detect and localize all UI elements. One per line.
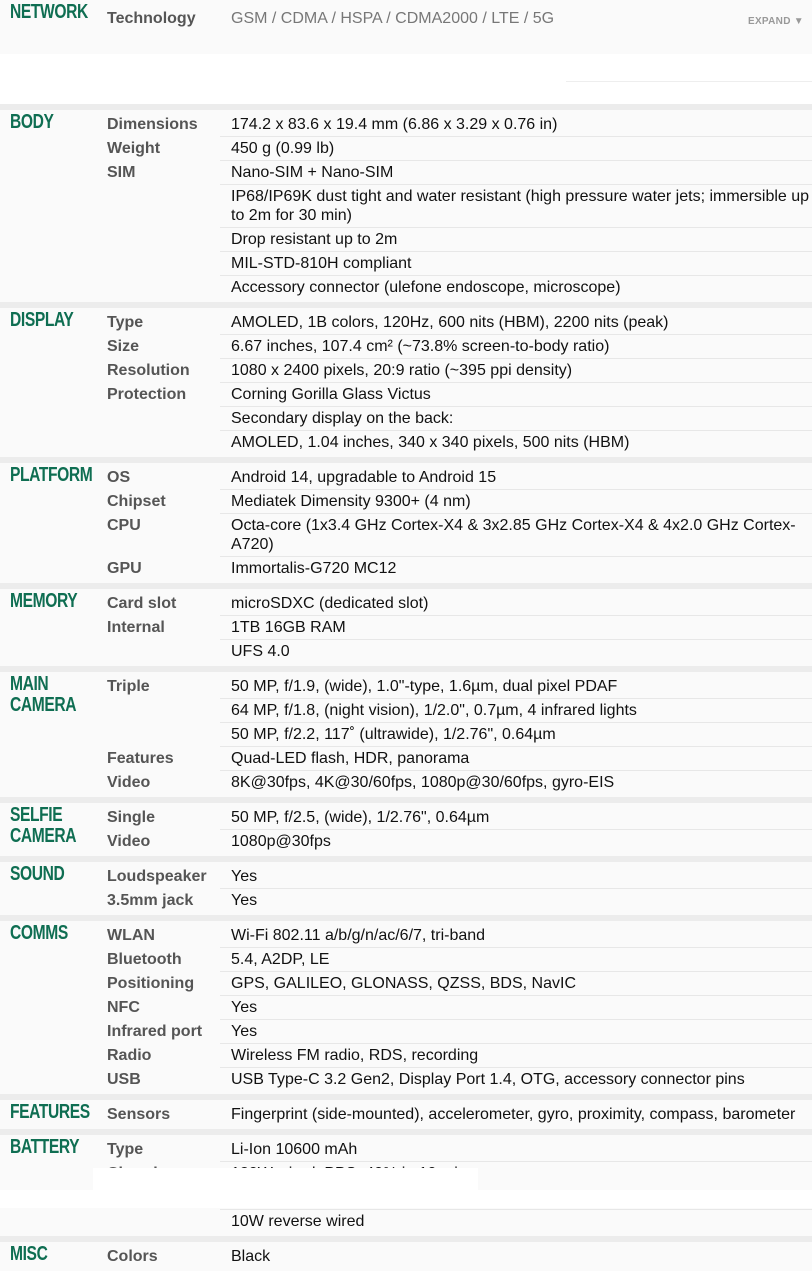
spec-label[interactable]: Video	[107, 774, 151, 791]
spec-value: Yes	[231, 892, 258, 909]
spec-row	[0, 723, 812, 747]
spec-value: Yes	[220, 996, 812, 1020]
spec-label[interactable]: NFC	[107, 999, 140, 1016]
section-body	[0, 110, 812, 302]
spec-value: Drop resistant up to 2m	[220, 228, 812, 252]
spec-value: IP68/IP69K dust tight and water resistant (high pressure water jets; immersible up to 2m for 30 min)	[220, 185, 812, 228]
spec-value: AMOLED, 1B colors, 120Hz, 600 nits (HBM), 2200 nits (peak)	[220, 311, 812, 335]
spec-label[interactable]: Size	[107, 338, 140, 355]
spec-label[interactable]: Resolution	[107, 362, 190, 379]
spec-label	[96, 252, 220, 276]
spec-row	[0, 311, 812, 335]
spec-value: Wireless FM radio, RDS, recording	[220, 1044, 812, 1068]
spec-label[interactable]: OS	[107, 469, 131, 486]
spec-label[interactable]: USB	[107, 1071, 141, 1088]
spec-value: 50 MP, f/2.5, (wide), 1/2.76", 0.64µm	[220, 806, 812, 830]
spec-value: Mediatek Dimensity 9300+ (4 nm)	[220, 490, 812, 514]
spec-row	[0, 466, 812, 490]
spec-label[interactable]: WLAN	[107, 927, 155, 944]
spec-row	[0, 7, 812, 30]
spec-label[interactable]: Single	[107, 809, 156, 826]
section-network	[0, 0, 812, 54]
section-title-line: DISPLAY	[10, 309, 74, 331]
spec-label[interactable]: Video	[107, 833, 151, 850]
spec-value: Fingerprint (side-mounted), accelerometer, gyro, proximity, compass, barometer	[231, 1106, 796, 1123]
spec-row	[0, 1044, 812, 1068]
spec-value: UFS 4.0	[231, 643, 290, 660]
spec-row	[0, 161, 812, 185]
spec-row	[0, 924, 812, 948]
spec-label[interactable]: Chipset	[107, 493, 166, 510]
spec-row	[0, 699, 812, 723]
spec-value: 6.67 inches, 107.4 cm² (~73.8% screen-to-body ratio)	[220, 335, 812, 359]
spec-row	[0, 490, 812, 514]
spec-value: 50 MP, f/1.9, (wide), 1.0"-type, 1.6µm, dual pixel PDAF	[220, 675, 812, 699]
spec-label[interactable]: Loudspeaker	[107, 868, 207, 885]
spec-label[interactable]: Weight	[107, 140, 161, 157]
section-display	[0, 308, 812, 457]
spec-value: 174.2 x 83.6 x 19.4 mm (6.86 x 3.29 x 0.76 in)	[220, 113, 812, 137]
spec-label[interactable]: Bluetooth	[107, 951, 182, 968]
spec-value: Immortalis-G720 MC12	[231, 560, 397, 577]
section-main-camera	[0, 672, 812, 797]
section-title-line: NETWORK	[10, 1, 88, 23]
spec-row	[0, 675, 812, 699]
spec-label	[96, 407, 220, 431]
spec-row	[0, 972, 812, 996]
section-title-line: FEATURES	[10, 1101, 90, 1123]
spec-value: MIL-STD-810H compliant	[220, 252, 812, 276]
spec-value: GSM / CDMA / HSPA / CDMA2000 / LTE / 5G	[231, 10, 555, 27]
spec-label	[96, 431, 220, 454]
spec-row	[0, 228, 812, 252]
spec-row	[0, 113, 812, 137]
section-title-line: PLATFORM	[10, 464, 93, 486]
spec-row	[0, 996, 812, 1020]
spec-value: Secondary display on the back:	[220, 407, 812, 431]
spec-value: 50 MP, f/2.2, 117˚ (ultrawide), 1/2.76", 0.64µm	[220, 723, 812, 747]
section-misc	[0, 1242, 812, 1271]
table-footer	[0, 1168, 812, 1208]
section-comms	[0, 921, 812, 1094]
spec-label	[96, 185, 220, 228]
spec-row	[0, 514, 812, 557]
section-title-line: MEMORY	[10, 590, 78, 612]
spec-label	[96, 228, 220, 252]
spec-row	[0, 557, 812, 580]
spec-label[interactable]: Sensors	[107, 1106, 171, 1123]
spec-value: Li-Ion 10600 mAh	[220, 1138, 812, 1162]
spec-row	[0, 747, 812, 771]
spec-value: GPS, GALILEO, GLONASS, QZSS, BDS, NavIC	[220, 972, 812, 996]
spec-value: 1080p@30fps	[231, 833, 331, 850]
spec-value: Accessory connector (ulefone endoscope, microscope)	[231, 279, 621, 296]
spec-label	[96, 640, 220, 663]
spec-row	[0, 640, 812, 663]
expand-button[interactable]: EXPAND ▼	[747, 16, 804, 27]
section-selfie-camera	[0, 803, 812, 856]
spec-label[interactable]: Infrared port	[107, 1023, 203, 1040]
spec-label[interactable]: Internal	[107, 619, 165, 636]
section-features	[0, 1100, 812, 1129]
spec-value: Nano-SIM + Nano-SIM	[220, 161, 812, 185]
section-title-line: CAMERA	[10, 694, 77, 716]
spec-value: 5.4, A2DP, LE	[220, 948, 812, 972]
spec-label[interactable]: Positioning	[107, 975, 195, 992]
spec-row	[0, 335, 812, 359]
spec-row	[0, 252, 812, 276]
spec-value: 1TB 16GB RAM	[220, 616, 812, 640]
spec-value: AMOLED, 1.04 inches, 340 x 340 pixels, 500 nits (HBM)	[231, 434, 630, 451]
section-title-line: CAMERA	[10, 825, 77, 847]
spec-label[interactable]: CPU	[107, 517, 141, 534]
spec-value: Corning Gorilla Glass Victus	[220, 383, 812, 407]
spec-row	[0, 830, 812, 853]
spec-row	[0, 948, 812, 972]
spec-value: Yes	[220, 1020, 812, 1044]
spec-row	[0, 1068, 812, 1091]
spec-row	[0, 616, 812, 640]
spec-label[interactable]: Triple	[107, 678, 150, 695]
spec-row	[0, 806, 812, 830]
spec-label[interactable]: Type	[107, 314, 144, 331]
spec-label[interactable]: SIM	[107, 164, 136, 181]
section-title-line: BATTERY	[10, 1136, 80, 1158]
section-memory	[0, 589, 812, 666]
spec-label	[96, 699, 220, 723]
spec-row	[0, 1103, 812, 1126]
spec-label[interactable]: Protection	[107, 386, 187, 403]
section-title-line: MAIN	[10, 673, 49, 695]
spec-value: Android 14, upgradable to Android 15	[220, 466, 812, 490]
section-sound	[0, 862, 812, 915]
section-title-line: SELFIE	[10, 804, 63, 826]
spec-label	[96, 276, 220, 299]
spec-row	[0, 889, 812, 912]
spec-value: 10W reverse wired	[231, 1213, 365, 1230]
spec-value: Octa-core (1x3.4 GHz Cortex-X4 & 3x2.85 GHz Cortex-X4 & 4x2.0 GHz Cortex-A720)	[220, 514, 812, 557]
spec-row	[0, 1210, 812, 1233]
spec-row	[0, 137, 812, 161]
spec-label[interactable]: 3.5mm jack	[107, 892, 194, 909]
spec-label[interactable]: Dimensions	[107, 116, 198, 133]
spec-value: USB Type-C 3.2 Gen2, Display Port 1.4, OTG, accessory connector pins	[231, 1071, 745, 1088]
spec-row	[0, 431, 812, 454]
spec-row	[0, 407, 812, 431]
spec-value: Black	[231, 1248, 271, 1265]
spec-row	[0, 359, 812, 383]
spec-label[interactable]: Radio	[107, 1047, 152, 1064]
spec-value: Wi-Fi 802.11 a/b/g/n/ac/6/7, tri-band	[220, 924, 812, 948]
spec-row	[0, 276, 812, 299]
spec-label[interactable]: Technology	[107, 10, 196, 27]
spec-row	[0, 185, 812, 228]
spec-row	[0, 592, 812, 616]
section-title-line: MISC	[10, 1243, 48, 1265]
section-title-line: BODY	[10, 111, 54, 133]
spec-label[interactable]: GPU	[107, 560, 142, 577]
spec-label	[96, 1210, 220, 1233]
section-title-line: COMMS	[10, 922, 68, 944]
section-title-line: SOUND	[10, 863, 65, 885]
spec-row	[0, 383, 812, 407]
spec-row	[0, 1020, 812, 1044]
spec-row	[0, 771, 812, 794]
spec-label[interactable]: Features	[107, 750, 174, 767]
spec-value: 64 MP, f/1.8, (night vision), 1/2.0", 0.7µm, 4 infrared lights	[220, 699, 812, 723]
spec-label	[96, 723, 220, 747]
spec-row	[0, 1138, 812, 1162]
spec-value: 8K@30fps, 4K@30/60fps, 1080p@30/60fps, gyro-EIS	[231, 774, 615, 791]
spec-row	[0, 1245, 812, 1268]
spec-value: Yes	[220, 865, 812, 889]
section-platform	[0, 463, 812, 583]
spec-value: 450 g (0.99 lb)	[220, 137, 812, 161]
spec-value: Quad-LED flash, HDR, panorama	[220, 747, 812, 771]
spec-value: 1080 x 2400 pixels, 20:9 ratio (~395 ppi density)	[220, 359, 812, 383]
spec-label[interactable]: Card slot	[107, 595, 177, 612]
spec-row	[0, 865, 812, 889]
spec-label[interactable]: Colors	[107, 1248, 158, 1265]
spec-value: microSDXC (dedicated slot)	[220, 592, 812, 616]
spacer	[0, 54, 812, 104]
spec-label[interactable]: Type	[107, 1141, 144, 1158]
